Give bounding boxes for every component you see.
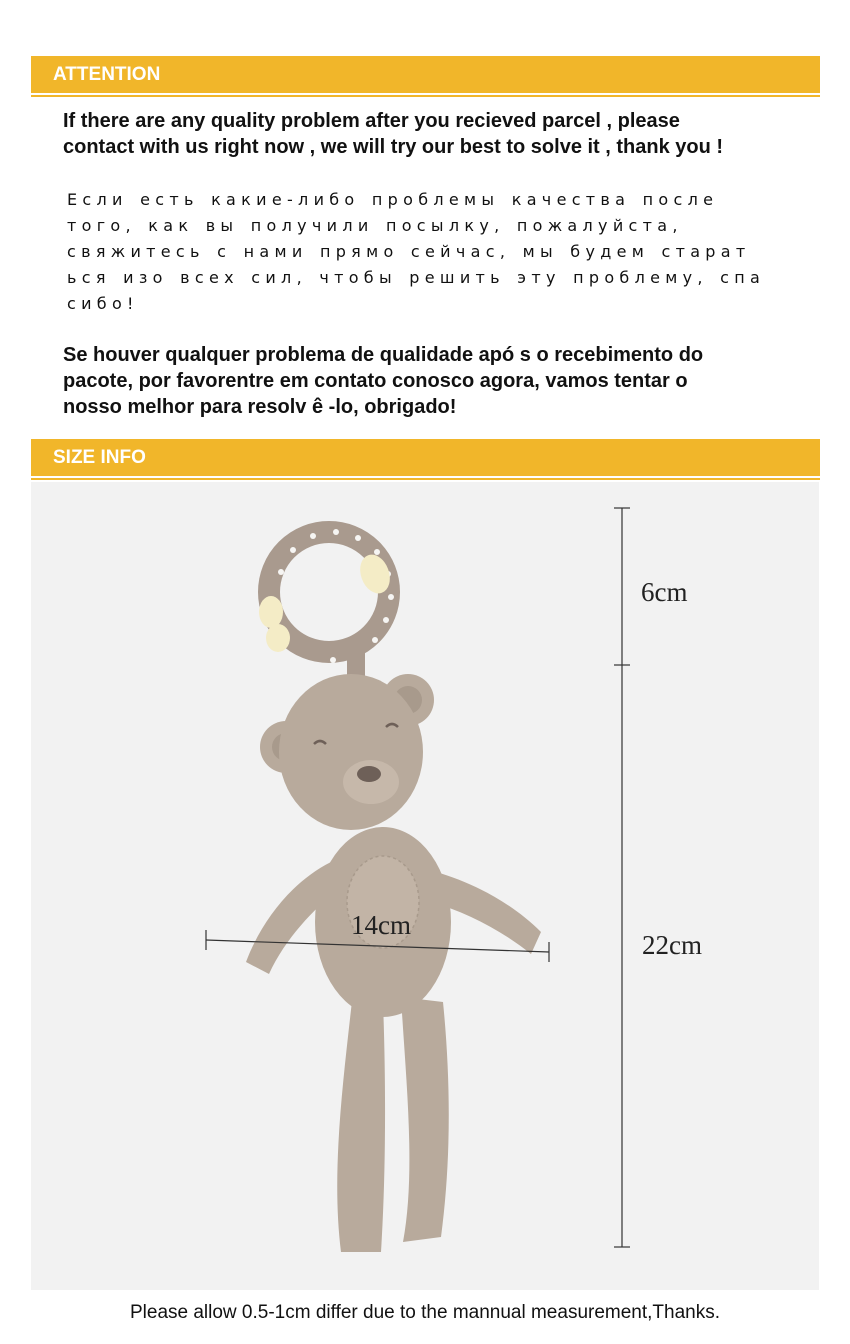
measurement-disclaimer: Please allow 0.5-1cm differ due to the mannual measurement,Thanks. (129, 1302, 721, 1323)
arm-width-label: 14cm (351, 910, 411, 940)
attention-portuguese-text: Se houver qualquer problema de qualidade apó s o recebimento do pacote, por favorentre em contato conosco agora, vamos tentar o nosso melhor para resolv ê -lo, obrigado! (63, 344, 704, 418)
body-height-label: 22cm (642, 930, 702, 960)
plush-bear-illustration (31, 482, 819, 1290)
banner-underline (31, 95, 820, 97)
size-info-banner (31, 439, 820, 476)
product-photo (31, 482, 819, 1290)
attention-banner (31, 56, 820, 93)
banner-underline (31, 478, 820, 480)
measure-line-22cm (614, 665, 630, 1247)
attention-english-text: If there are any quality problem after you recieved parcel , please contact with us right now , we will try our best to solve it , thank you ! (63, 110, 724, 158)
attention-title: ATTENTION (53, 64, 161, 85)
size-info-title: SIZE INFO (53, 447, 146, 468)
measure-line-6cm (614, 508, 630, 665)
ring-height-label: 6cm (641, 577, 688, 607)
plush-bear (246, 674, 541, 1252)
teether-ring (259, 529, 395, 663)
attention-russian-text: Если есть какие-либо проблемы качества после того, как вы получили посылку, пожалуйста, свяжитесь с нами прямо сейчас, мы будем старат ься изо всех сил, чтобы решить эту проблему, спа сибо! (67, 190, 766, 313)
